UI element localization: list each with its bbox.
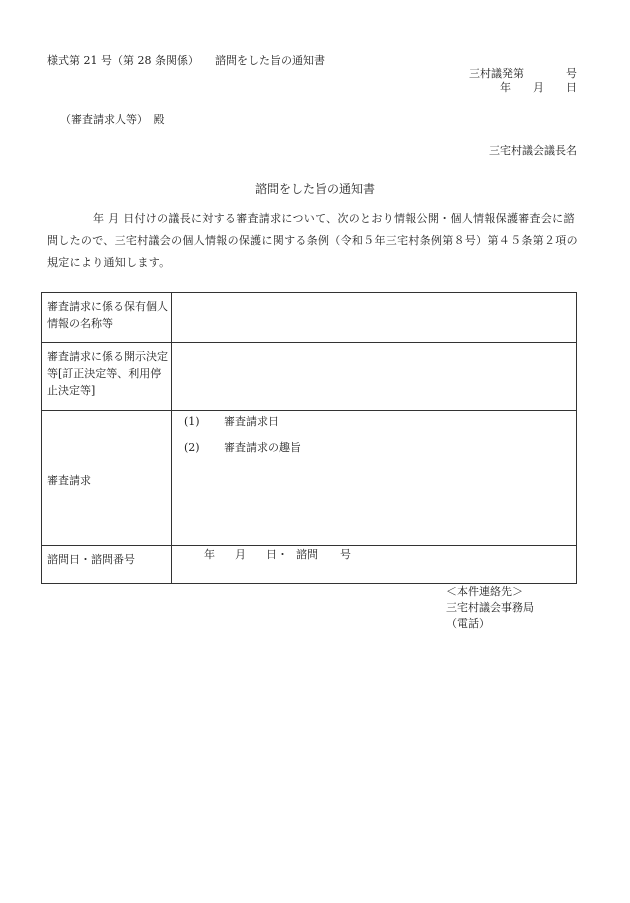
doc-day: 日 — [566, 81, 577, 94]
notice-table — [41, 292, 577, 584]
doc-month: 月 — [533, 81, 544, 94]
form-number-line — [47, 52, 325, 68]
request-item-number: (1) — [184, 415, 200, 428]
table-row — [42, 343, 577, 411]
contact-heading: ＜本件連絡先＞ — [446, 585, 523, 598]
consult-year: 年 — [204, 548, 215, 561]
consult-month: 月 — [235, 548, 246, 561]
consult-date-line — [172, 546, 576, 562]
request-item-number: (2) — [184, 441, 200, 454]
document-date-line — [469, 81, 577, 95]
body-text: 年 月 日付けの議長に対する審査請求について、次のとおり情報公開・個人情報保護審査会に諮問したので、三宅村議会の個人情報の保護に関する条例（令和５年三宅村条例第８号）第４５条第２項の規定により通知します。 — [47, 212, 578, 269]
doc-year: 年 — [500, 81, 511, 94]
contact-phone: （電話） — [446, 617, 490, 630]
consult-day: 日・ — [266, 548, 288, 561]
row-label-consult-date: 諮問日・諮問番号 — [42, 546, 172, 584]
document-number-line — [469, 67, 577, 81]
body-paragraph — [47, 208, 582, 274]
table-row — [42, 411, 577, 546]
row-value-request — [172, 411, 577, 546]
request-item — [172, 411, 576, 437]
contact-block — [446, 584, 534, 632]
row-label-disclosure-decision: 審査請求に係る開示決定等[訂正決定等、利用停止決定等] — [42, 343, 172, 411]
form-title-header: 諮問をした旨の通知書 — [214, 54, 325, 67]
contact-office: 三宅村議会事務局 — [446, 601, 534, 614]
row-value-consult-date — [172, 546, 577, 584]
document-title: 諮問をした旨の通知書 — [254, 182, 375, 196]
consult-label: 諮問 — [296, 548, 318, 561]
request-item-text: 審査請求の趣旨 — [224, 441, 301, 454]
request-item — [172, 437, 576, 463]
form-number: 様式第 21 号（第 28 条関係） — [47, 54, 199, 67]
doc-number-prefix: 三村議発第 — [469, 67, 524, 80]
row-label-personal-info: 審査請求に係る保有個人情報の名称等 — [42, 293, 172, 343]
consult-number-suffix: 号 — [340, 548, 351, 561]
row-value-disclosure-decision — [172, 343, 577, 411]
table-row — [42, 546, 577, 584]
sender-name: 三宅村議会議長名 — [489, 144, 577, 157]
row-label-request: 審査請求 — [42, 411, 172, 546]
table-row — [42, 293, 577, 343]
document-number-block — [469, 67, 577, 95]
request-item-text: 審査請求日 — [224, 415, 279, 428]
doc-number-suffix: 号 — [566, 67, 577, 80]
addressee: （審査請求人等） 殿 — [60, 113, 165, 126]
row-value-personal-info — [172, 293, 577, 343]
